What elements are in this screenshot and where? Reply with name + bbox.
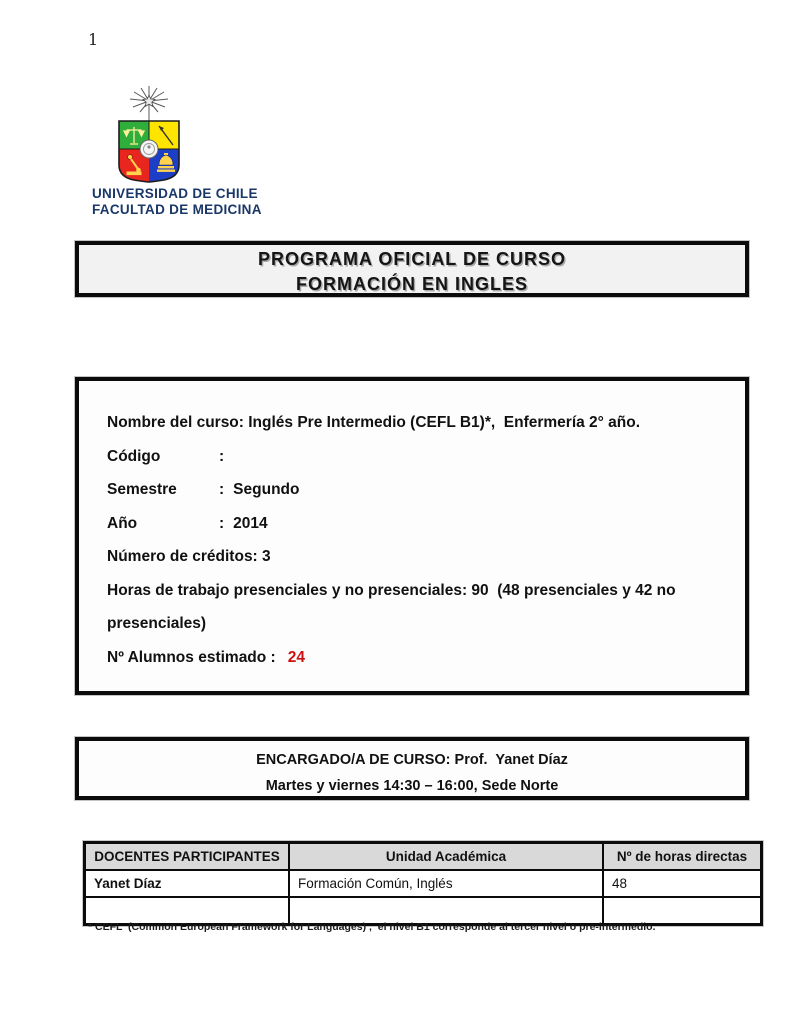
program-title-box xyxy=(75,241,749,297)
table-header-row xyxy=(85,843,762,871)
header-horas: Nº de horas directas xyxy=(603,843,762,871)
credits-row: Número de créditos: 3 xyxy=(107,548,271,565)
course-name-row: Nombre del curso: Inglés Pre Intermedio (CEFL B1)*, Enfermería 2° año. xyxy=(107,414,641,431)
header-unidad: Unidad Académica xyxy=(289,843,603,871)
hours-cell: 48 xyxy=(603,870,762,897)
schedule-line: Martes y viernes 14:30 – 16:00, Sede Norte xyxy=(265,778,559,794)
coordinator-line: ENCARGADO/A DE CURSO: Prof. Yanet Díaz xyxy=(256,752,568,768)
students-count: 24 xyxy=(287,648,305,666)
year-value: 2014 xyxy=(233,514,268,532)
students-label: Nº Alumnos estimado : xyxy=(107,648,276,666)
table-row xyxy=(85,870,762,897)
program-title-line1: PROGRAMA OFICIAL DE CURSO xyxy=(257,249,566,269)
program-title-line2: FORMACIÓN EN INGLES xyxy=(295,274,528,294)
header-docentes: DOCENTES PARTICIPANTES xyxy=(85,843,290,871)
semester-colon: : xyxy=(219,481,225,498)
faculty-name: FACULTAD DE MEDICINA xyxy=(92,201,262,217)
course-code-colon: : xyxy=(219,447,225,465)
semester-label: Semestre xyxy=(107,481,177,498)
students-row xyxy=(107,641,733,675)
cefl-footnote: * CEFL (Common European Framework for Languages) , el nivel B1 corresponde al tercer nivel o pre-intermedio. xyxy=(88,921,656,933)
university-name: UNIVERSIDAD DE CHILE xyxy=(92,186,258,201)
course-coordinator-box xyxy=(75,737,749,800)
year-colon: : xyxy=(219,514,225,532)
year-row xyxy=(107,507,733,541)
course-code-label: Código xyxy=(107,447,161,465)
institution-name xyxy=(92,186,262,217)
participating-teachers-table xyxy=(83,841,763,926)
semester-row xyxy=(107,473,733,507)
course-info-box xyxy=(75,377,749,695)
page-number: 1 xyxy=(88,30,99,49)
university-coat-of-arms-icon xyxy=(111,85,187,186)
semester-value: Segundo xyxy=(233,481,300,498)
teacher-name-cell: Yanet Díaz xyxy=(85,870,290,897)
course-code-row xyxy=(107,440,733,474)
year-label: Año xyxy=(107,514,138,532)
academic-unit-cell: Formación Común, Inglés xyxy=(289,870,603,897)
hours-row: Horas de trabajo presenciales y no presenciales: 90 (48 presenciales y 42 no presenciales) xyxy=(107,581,680,632)
